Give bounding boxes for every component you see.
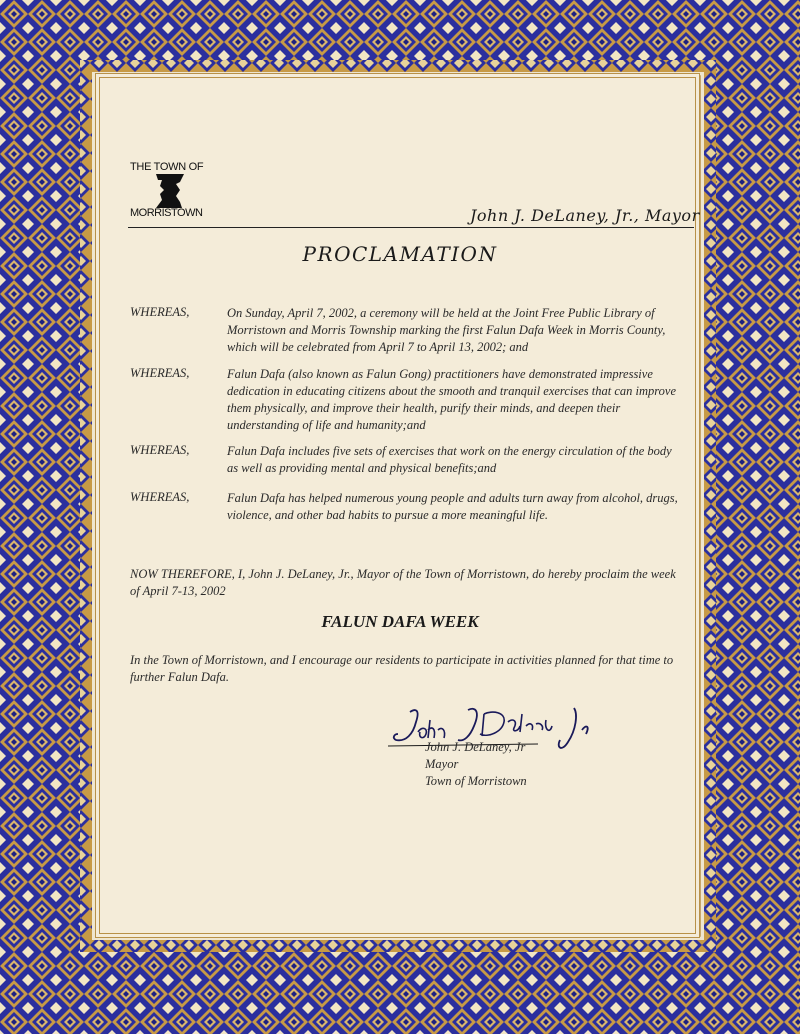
page-title: PROCLAMATION bbox=[302, 242, 498, 266]
silhouette-icon bbox=[136, 174, 202, 208]
mayor-header: John J. DeLaney, Jr., Mayor bbox=[470, 206, 700, 225]
whereas-text-1: On Sunday, April 7, 2002, a ceremony will be held at the Joint Free Public Library of Morristown and Morris Township marking the first Falun Dafa Week in Morris County, which will be celebrated from April 7 to April 13, 2002; and bbox=[227, 306, 666, 354]
closing-paragraph: In the Town of Morristown, and I encourage our residents to participate in activities planned for that time to further Falun Dafa. bbox=[130, 653, 674, 684]
signatory-town: Town of Morristown bbox=[425, 774, 527, 788]
whereas-label-1: WHEREAS, bbox=[130, 305, 190, 319]
whereas-text-3: Falun Dafa includes five sets of exercises that work on the energy circulation of the body as well as providing mental and physical benefits;and bbox=[227, 444, 672, 475]
signatory-title: Mayor bbox=[425, 757, 459, 771]
logo-top-text: THE TOWN OF bbox=[130, 161, 204, 173]
week-title: FALUN DAFA WEEK bbox=[321, 612, 479, 631]
signatory-name: John J. DeLaney, Jr bbox=[425, 740, 526, 754]
whereas-label-4: WHEREAS, bbox=[130, 490, 190, 504]
whereas-text-4: Falun Dafa has helped numerous young people and adults turn away from alcohol, drugs, violence, and other bad habits to pursue a more meaningful life. bbox=[227, 491, 678, 522]
logo-bottom-text: MORRISTOWN bbox=[130, 207, 203, 219]
header-rule bbox=[128, 227, 694, 228]
whereas-label-2: WHEREAS, bbox=[130, 366, 190, 380]
town-logo bbox=[130, 161, 206, 221]
whereas-label-3: WHEREAS, bbox=[130, 443, 190, 457]
now-therefore-paragraph: NOW THEREFORE, I, John J. DeLaney, Jr., Mayor of the Town of Morristown, do hereby proclaim the week of April 7-13, 2002 bbox=[130, 567, 676, 598]
whereas-text-2: Falun Dafa (also known as Falun Gong) practitioners have demonstrated impressive dedication in educating citizens about the smooth and tranquil exercises that can improve them physically, and improve their health, purify their minds, and deepen their understanding of life and humanity;and bbox=[227, 367, 676, 432]
signature-text: John J DeLaney Jr bbox=[388, 700, 396, 701]
